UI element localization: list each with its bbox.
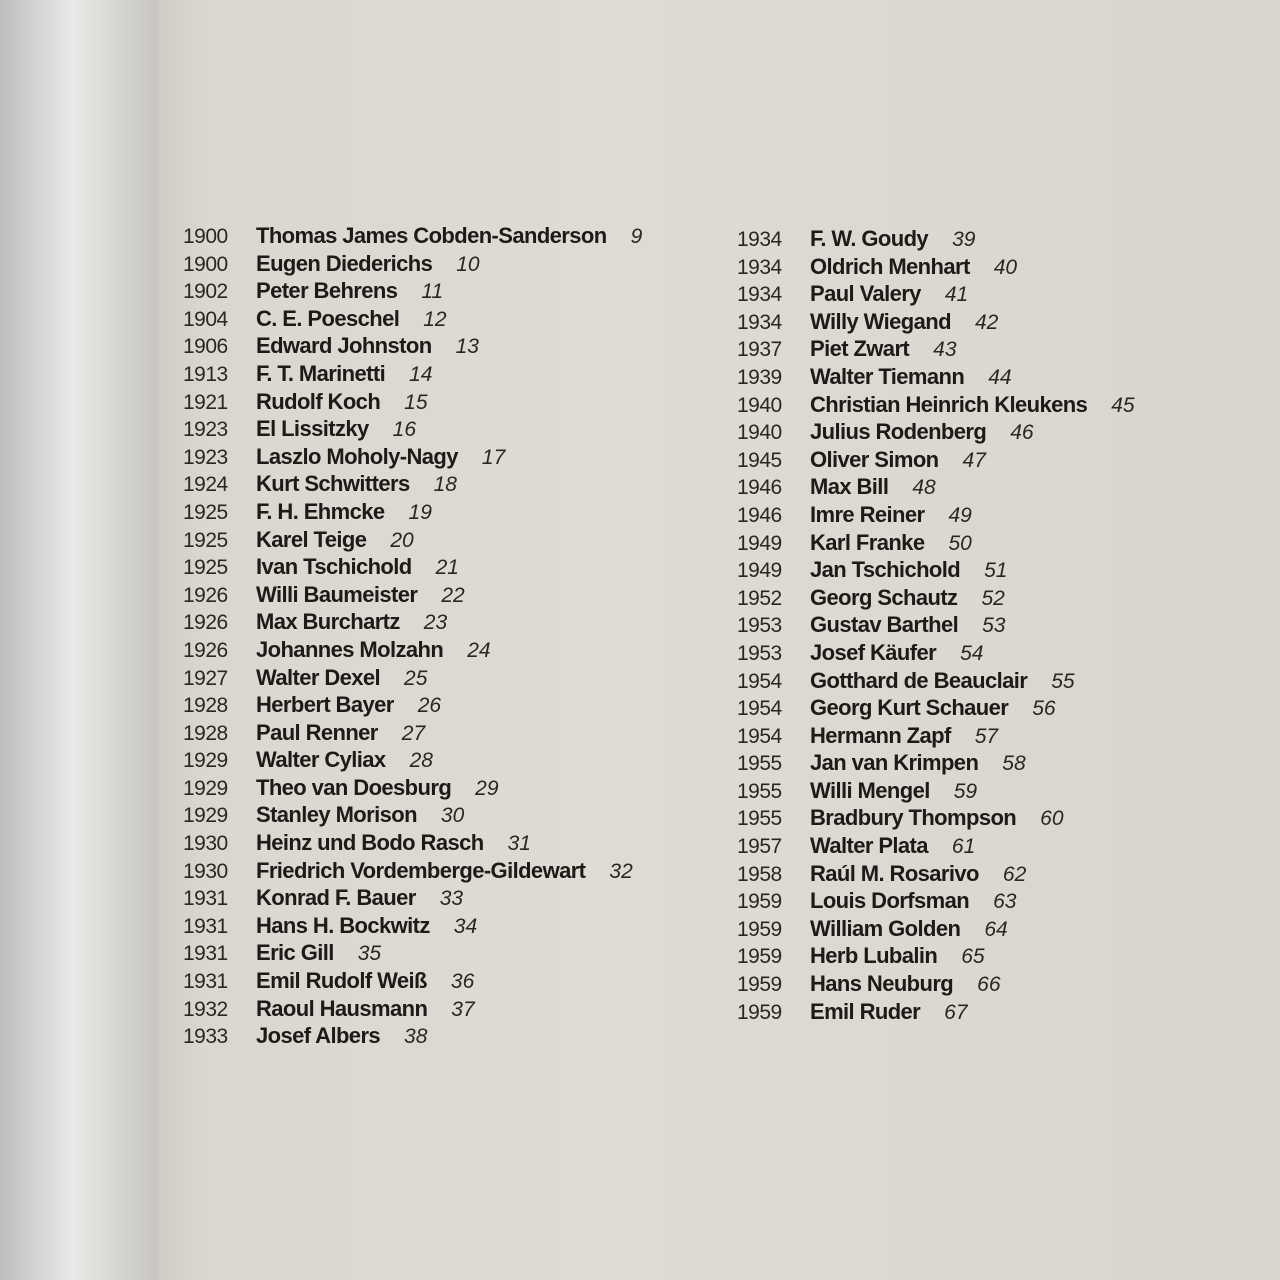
entry-name: Georg Kurt Schauer xyxy=(810,695,1009,721)
entry-page-number: 32 xyxy=(609,859,633,883)
index-entry xyxy=(737,916,1135,944)
entry-name: Oldrich Menhart xyxy=(810,253,970,279)
entry-name: Paul Valery xyxy=(810,281,921,307)
index-entry xyxy=(737,640,1135,668)
index-entry xyxy=(737,999,1135,1027)
entry-page-number: 9 xyxy=(630,225,643,248)
entry-page-number: 51 xyxy=(984,559,1008,583)
index-entry xyxy=(183,527,642,555)
index-entry xyxy=(183,444,642,472)
index-entry xyxy=(737,612,1135,640)
entry-year: 1959 xyxy=(737,917,782,941)
entry-page-number: 11 xyxy=(421,280,444,304)
index-entry xyxy=(183,471,642,499)
entry-name: Karl Franke xyxy=(810,529,925,555)
entry-page-number: 39 xyxy=(952,228,976,251)
index-entry xyxy=(737,888,1135,916)
index-column-left xyxy=(183,223,642,1051)
index-entry xyxy=(183,940,642,968)
entry-name: Christian Heinrich Kleukens xyxy=(810,391,1088,417)
entry-name: Walter Dexel xyxy=(256,664,381,690)
entry-name: Laszlo Moholy-Nagy xyxy=(256,443,458,469)
entry-year: 1949 xyxy=(737,559,782,583)
entry-name: Walter Tiemann xyxy=(810,363,965,389)
entry-name: Hans H. Bockwitz xyxy=(256,912,430,938)
entry-year: 1955 xyxy=(737,807,782,831)
entry-year: 1934 xyxy=(737,228,782,251)
entry-name: Julius Rodenberg xyxy=(810,419,987,445)
entry-year: 1925 xyxy=(183,500,228,524)
entry-page-number: 56 xyxy=(1032,697,1056,721)
entry-name: Kurt Schwitters xyxy=(256,471,410,497)
entry-year: 1945 xyxy=(737,448,782,472)
index-entry xyxy=(737,750,1135,778)
index-entry xyxy=(183,637,642,665)
entry-page-number: 14 xyxy=(409,362,433,386)
entry-name: Stanley Morison xyxy=(256,802,417,828)
entry-page-number: 50 xyxy=(948,531,972,555)
entry-page-number: 62 xyxy=(1002,862,1027,886)
entry-year: 1923 xyxy=(183,418,228,442)
entry-page-number: 49 xyxy=(948,503,972,527)
entry-page-number: 44 xyxy=(988,365,1012,389)
index-entry xyxy=(737,254,1135,282)
entry-year: 1937 xyxy=(737,338,782,362)
index-entry xyxy=(183,858,642,886)
index-entry xyxy=(737,971,1135,999)
entry-page-number: 37 xyxy=(451,997,475,1021)
index-entry xyxy=(737,364,1135,392)
entry-year: 1902 xyxy=(183,280,228,304)
entry-page-number: 16 xyxy=(392,418,416,442)
entry-year: 1955 xyxy=(737,779,782,803)
index-entry xyxy=(737,805,1135,833)
index-entry xyxy=(183,665,642,693)
entry-year: 1946 xyxy=(737,503,782,527)
entry-name: Paul Renner xyxy=(256,719,378,745)
entry-year: 1926 xyxy=(183,611,228,635)
entry-page-number: 36 xyxy=(450,970,475,994)
index-entry xyxy=(183,692,642,720)
entry-page-number: 27 xyxy=(401,721,426,745)
index-entry xyxy=(183,251,642,279)
index-entry xyxy=(737,419,1135,447)
entry-page-number: 61 xyxy=(951,835,976,859)
entry-page-number: 29 xyxy=(475,776,499,800)
entry-page-number: 66 xyxy=(977,973,1001,997)
entry-name: Heinz und Bodo Rasch xyxy=(256,830,484,856)
index-entry xyxy=(183,554,642,582)
entry-page-number: 59 xyxy=(953,779,978,803)
entry-year: 1930 xyxy=(183,859,228,883)
entry-year: 1928 xyxy=(183,721,228,745)
entry-year: 1957 xyxy=(737,835,782,859)
entry-year: 1959 xyxy=(737,1000,782,1024)
entry-year: 1927 xyxy=(183,666,228,690)
entry-name: F. H. Ehmcke xyxy=(256,498,385,524)
entry-name: Willi Baumeister xyxy=(256,581,418,607)
entry-name: Edward Johnston xyxy=(256,333,432,359)
index-entry xyxy=(183,968,642,996)
entry-year: 1953 xyxy=(737,641,782,665)
index-entry xyxy=(737,309,1135,337)
entry-name: Jan Tschichold xyxy=(810,557,961,583)
entry-name: William Golden xyxy=(810,915,961,941)
entry-year: 1900 xyxy=(183,252,228,276)
entry-year: 1931 xyxy=(183,887,228,911)
entry-name: Peter Behrens xyxy=(256,278,398,304)
entry-year: 1934 xyxy=(737,310,782,334)
entry-name: Raúl M. Rosarivo xyxy=(810,860,979,886)
entry-year: 1940 xyxy=(737,421,782,445)
entry-year: 1959 xyxy=(737,890,782,914)
entry-page-number: 67 xyxy=(944,1000,968,1024)
entry-year: 1924 xyxy=(183,473,228,497)
entry-year: 1954 xyxy=(737,697,782,721)
index-entry xyxy=(737,281,1135,309)
entry-year: 1931 xyxy=(183,970,228,994)
index-entry xyxy=(737,502,1135,530)
entry-name: Rudolf Koch xyxy=(256,388,381,414)
entry-page-number: 12 xyxy=(423,307,447,331)
entry-year: 1932 xyxy=(183,997,228,1021)
entry-page-number: 55 xyxy=(1051,669,1075,693)
entry-name: Karel Teige xyxy=(256,526,367,552)
entry-name: Eric Gill xyxy=(256,940,334,966)
entry-year: 1946 xyxy=(737,476,782,500)
entry-year: 1931 xyxy=(183,942,228,966)
entry-page-number: 43 xyxy=(933,338,957,362)
entry-name: Walter Cyliax xyxy=(256,747,386,773)
entry-page-number: 33 xyxy=(439,887,464,911)
entry-page-number: 45 xyxy=(1111,393,1135,417)
book-spine xyxy=(0,0,160,1280)
entry-page-number: 10 xyxy=(456,252,480,276)
entry-year: 1931 xyxy=(183,914,228,938)
index-entry xyxy=(183,278,642,306)
entry-page-number: 60 xyxy=(1040,807,1064,831)
entry-year: 1929 xyxy=(183,749,228,773)
entry-name: Piet Zwart xyxy=(810,336,910,362)
entry-year: 1906 xyxy=(183,335,228,359)
entry-name: Konrad F. Bauer xyxy=(256,885,416,911)
entry-name: Ivan Tschichold xyxy=(256,554,412,580)
entry-name: Imre Reiner xyxy=(810,501,925,527)
entry-name: F. T. Marinetti xyxy=(256,360,386,386)
entry-page-number: 41 xyxy=(944,283,969,307)
entry-year: 1934 xyxy=(737,283,782,307)
entry-name: Friedrich Vordemberge-Gildewart xyxy=(256,857,586,883)
entry-year: 1913 xyxy=(183,362,228,386)
entry-page-number: 54 xyxy=(960,641,984,665)
entry-page-number: 58 xyxy=(1002,752,1026,776)
entry-year: 1900 xyxy=(183,225,228,248)
entry-name: Georg Schautz xyxy=(810,584,958,610)
index-entry xyxy=(183,885,642,913)
entry-page-number: 38 xyxy=(404,1025,428,1049)
entry-name: Thomas James Cobden-Sanderson xyxy=(256,223,607,248)
entry-name: Johannes Molzahn xyxy=(256,636,444,662)
entry-page-number: 22 xyxy=(441,583,465,607)
entry-page-number: 57 xyxy=(974,724,999,748)
entry-name: Oliver Simon xyxy=(810,446,939,472)
index-entry xyxy=(737,447,1135,475)
index-entry xyxy=(737,530,1135,558)
index-entry xyxy=(737,474,1135,502)
entry-year: 1926 xyxy=(183,638,228,662)
index-entry xyxy=(737,557,1135,585)
entry-name: Emil Ruder xyxy=(810,998,921,1024)
entry-year: 1925 xyxy=(183,556,228,580)
index-entry xyxy=(183,913,642,941)
index-entry xyxy=(737,392,1135,420)
entry-page-number: 21 xyxy=(435,556,459,580)
entry-page-number: 64 xyxy=(984,917,1008,941)
index-entry xyxy=(183,802,642,830)
index-entry xyxy=(183,609,642,637)
entry-year: 1953 xyxy=(737,614,782,638)
entry-name: Emil Rudolf Weiß xyxy=(256,968,427,994)
entry-year: 1952 xyxy=(737,586,782,610)
index-entry xyxy=(183,361,642,389)
index-entry xyxy=(183,306,642,334)
index-entry xyxy=(737,585,1135,613)
entry-page-number: 25 xyxy=(404,666,428,690)
index-entry xyxy=(737,226,1135,254)
index-column-right xyxy=(737,226,1135,1026)
entry-page-number: 19 xyxy=(408,500,432,524)
entry-name: C. E. Poeschel xyxy=(256,305,400,331)
entry-year: 1921 xyxy=(183,390,228,414)
entry-year: 1926 xyxy=(183,583,228,607)
entry-name: Josef Käufer xyxy=(810,639,937,665)
entry-year: 1925 xyxy=(183,528,228,552)
index-entry xyxy=(183,582,642,610)
entry-name: Eugen Diederichs xyxy=(256,250,433,276)
entry-year: 1928 xyxy=(183,694,228,718)
entry-name: Josef Albers xyxy=(256,1023,381,1049)
entry-page-number: 47 xyxy=(962,448,986,472)
entry-page-number: 26 xyxy=(417,694,442,718)
entry-page-number: 24 xyxy=(467,638,491,662)
index-entry xyxy=(737,695,1135,723)
index-entry xyxy=(183,830,642,858)
entry-name: Max Bill xyxy=(810,474,889,500)
entry-name: Walter Plata xyxy=(810,833,928,859)
entry-page-number: 18 xyxy=(433,473,457,497)
entry-page-number: 40 xyxy=(993,255,1018,279)
index-entry xyxy=(183,996,642,1024)
entry-page-number: 30 xyxy=(440,804,465,828)
entry-name: Louis Dorfsman xyxy=(810,888,970,914)
entry-year: 1939 xyxy=(737,365,782,389)
entry-name: Hans Neuburg xyxy=(810,971,954,997)
entry-name: Willi Mengel xyxy=(810,777,930,803)
entry-name: F. W. Goudy xyxy=(810,226,929,251)
entry-page-number: 13 xyxy=(455,335,479,359)
entry-page-number: 65 xyxy=(961,945,985,969)
entry-name: Hermann Zapf xyxy=(810,722,951,748)
entry-page-number: 46 xyxy=(1010,421,1034,445)
index-entry xyxy=(737,861,1135,889)
entry-year: 1929 xyxy=(183,804,228,828)
entry-page-number: 53 xyxy=(982,614,1006,638)
entry-page-number: 23 xyxy=(423,611,448,635)
entry-name: Theo van Doesburg xyxy=(256,774,452,800)
entry-name: Bradbury Thompson xyxy=(810,805,1017,831)
entry-page-number: 20 xyxy=(390,528,414,552)
index-entry xyxy=(737,336,1135,364)
index-entry xyxy=(737,943,1135,971)
entry-year: 1930 xyxy=(183,832,228,856)
index-entry xyxy=(737,778,1135,806)
entry-year: 1934 xyxy=(737,255,782,279)
entry-year: 1933 xyxy=(183,1025,228,1049)
entry-page-number: 42 xyxy=(974,310,999,334)
entry-name: Jan van Krimpen xyxy=(810,750,979,776)
index-entry xyxy=(737,833,1135,861)
entry-page-number: 31 xyxy=(507,832,531,856)
index-entry xyxy=(183,720,642,748)
entry-year: 1959 xyxy=(737,945,782,969)
entry-page-number: 15 xyxy=(404,390,428,414)
entry-page-number: 48 xyxy=(912,476,936,500)
entry-year: 1940 xyxy=(737,393,782,417)
entry-year: 1904 xyxy=(183,307,228,331)
entry-year: 1929 xyxy=(183,776,228,800)
entry-name: El Lissitzky xyxy=(256,416,369,442)
index-entry xyxy=(737,723,1135,751)
index-entry xyxy=(183,775,642,803)
entry-page-number: 35 xyxy=(357,942,382,966)
entry-year: 1955 xyxy=(737,752,782,776)
entry-page-number: 52 xyxy=(981,586,1005,610)
entry-page-number: 28 xyxy=(409,749,433,773)
entry-year: 1949 xyxy=(737,531,782,555)
entry-year: 1959 xyxy=(737,973,782,997)
entry-name: Herbert Bayer xyxy=(256,692,394,718)
index-entry xyxy=(183,416,642,444)
entry-name: Gustav Barthel xyxy=(810,612,959,638)
index-entry xyxy=(737,668,1135,696)
index-entry xyxy=(183,1023,642,1051)
entry-page-number: 63 xyxy=(993,890,1017,914)
entry-name: Raoul Hausmann xyxy=(256,995,428,1021)
entry-year: 1954 xyxy=(737,669,782,693)
entry-page-number: 34 xyxy=(453,914,478,938)
index-entry xyxy=(183,389,642,417)
entry-page-number: 17 xyxy=(481,445,506,469)
entry-year: 1958 xyxy=(737,862,782,886)
index-entry xyxy=(183,747,642,775)
index-entry xyxy=(183,333,642,361)
index-entry xyxy=(183,499,642,527)
entry-name: Herb Lubalin xyxy=(810,943,938,969)
entry-year: 1923 xyxy=(183,445,228,469)
entry-year: 1954 xyxy=(737,724,782,748)
entry-name: Willy Wiegand xyxy=(810,308,951,334)
entry-name: Max Burchartz xyxy=(256,609,400,635)
index-entry xyxy=(183,223,642,251)
entry-name: Gotthard de Beauclair xyxy=(810,667,1028,693)
